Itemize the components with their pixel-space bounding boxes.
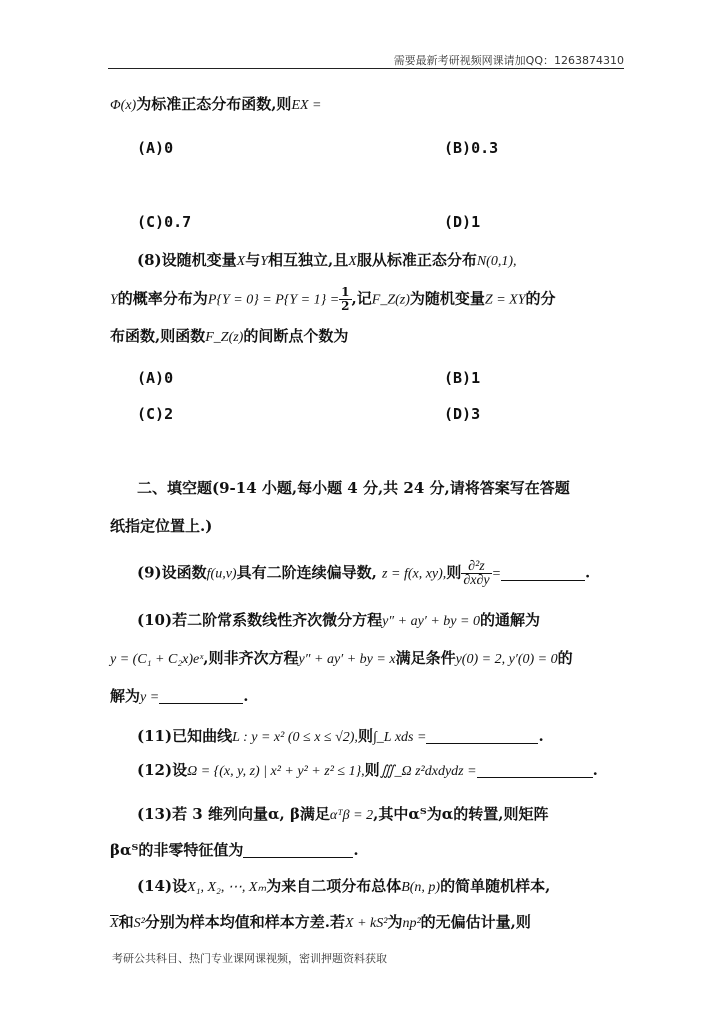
q8-text-i: 布函数,则函数 [110, 327, 206, 345]
q9-answer-blank [501, 566, 585, 581]
q9-end: . [585, 563, 591, 582]
phi-expr: Φ(x) [110, 98, 137, 113]
q13-line1 [137, 802, 624, 828]
eq-sign: = [491, 566, 502, 582]
q10-text-d: 满足条件 [395, 649, 456, 667]
q8-text-g: 为随机变量 [409, 289, 485, 308]
q14-text-b: 为来自二项分布总体 [266, 877, 402, 895]
q7-tail-line [110, 92, 624, 118]
q8-option-c: (C)2 [137, 405, 174, 423]
q12-end: . [592, 761, 598, 779]
q10-end: . [243, 687, 249, 705]
estimator-expr: X + kS² [345, 916, 388, 931]
q13-text-d: 为 [426, 805, 442, 823]
q8-text-f: ,记 [351, 289, 372, 308]
q13-text-b: 满足 [299, 805, 330, 823]
alpha-beta: α, β [267, 805, 300, 823]
q14-line2 [110, 910, 624, 936]
q11-text-b: 则 [357, 727, 373, 745]
sample-variance: S² [133, 916, 145, 931]
var-y: Y [260, 254, 269, 269]
partial-den: ∂x∂y [463, 573, 490, 588]
section-title-line1: 二、填空题(9-14 小题,每小题 4 分,共 24 分,请将答案写在答题 [137, 479, 570, 497]
sample-mean: $\overline{X}$ [110, 916, 119, 931]
alpha: α [441, 805, 454, 823]
q12-answer-blank [477, 763, 593, 778]
q10-ans-prefix: y = [140, 690, 160, 705]
q8-text-j: 的间断点个数为 [243, 327, 349, 345]
q14-text-a: (14)设 [137, 877, 188, 895]
prob-expr: P{Y = 0} = P{Y = 1} = [207, 292, 340, 308]
q11-text-a: (11)已知曲线 [137, 727, 233, 745]
partial-num: ∂²z [461, 560, 491, 574]
q12-text-b: 则 [364, 761, 380, 779]
q14-line1 [137, 874, 624, 900]
q13-text-e: 的转置,则矩阵 [453, 805, 549, 823]
q8-text-d: 服从标准正态分布 [356, 251, 477, 269]
q7-expr: EX = [291, 98, 322, 113]
var-x2: X [348, 254, 357, 269]
q14-text-d: 和 [118, 913, 134, 931]
q13-end: . [353, 841, 359, 859]
homog-eq: y″ + ay′ + by = 0 [382, 614, 480, 629]
section-title-line2: 纸指定位置上.) [110, 517, 213, 535]
var-x: X [236, 254, 246, 269]
q8-text-c: 相互独立,且 [268, 251, 349, 269]
q8-text-a: (8)设随机变量 [137, 251, 237, 269]
f-uv: f(u,v) [206, 566, 237, 582]
z-expr: z = f(x, xy), [382, 566, 447, 582]
q14-text-g: 的无偏估计量,则 [420, 913, 531, 931]
q13-line2 [110, 838, 624, 862]
beta-alpha-t: βαᵀ [110, 841, 139, 859]
footer-watermark: 考研公共科目、热门专业课网课视频，密训押题资料获取 [112, 952, 387, 965]
q14-text-f: 为 [387, 913, 403, 931]
q12-text-a: (12)设 [137, 761, 188, 779]
nonhomog-eq: y″ + ay′ + by = x [298, 652, 396, 667]
q8-text-b: 与 [245, 251, 261, 269]
q7-option-a: (A)0 [137, 139, 174, 157]
q13-text-c: ,其中 [373, 805, 409, 823]
header-watermark: 需要最新考研视频网课请加QQ：1263874310 [393, 54, 624, 67]
q13-text-f: 的非零特征值为 [138, 841, 244, 859]
q10-text-f: 解为 [110, 687, 141, 705]
binomial-expr: B(n, p) [401, 880, 441, 895]
q8-line2 [110, 286, 624, 313]
q8-option-b: (B)1 [444, 369, 481, 387]
q9-text-a: (9)设函数 [137, 563, 207, 582]
frac-num: 1 [341, 285, 350, 299]
sample-vars: X₁, X₂, ⋯, Xₘ [187, 880, 267, 895]
q8-option-a: (A)0 [137, 369, 174, 387]
q8-line3 [110, 324, 624, 350]
q8-line1 [137, 248, 624, 274]
q10-text-e: 的 [557, 649, 573, 667]
q10-line3 [110, 684, 624, 710]
var-y-line2: Y [110, 292, 118, 308]
inner-product-cond: αᵀβ = 2 [329, 808, 374, 823]
frac-den: 2 [341, 299, 350, 313]
q7-text: 为标准正态分布函数,则 [136, 95, 292, 113]
general-solution: y = (C₁ + C₂x)eˣ [110, 652, 204, 667]
q11-line [137, 724, 624, 750]
q8-option-d: (D)3 [444, 405, 481, 423]
curve-expr: L : y = x² (0 ≤ x ≤ √2), [232, 730, 358, 745]
q7-option-c: (C)0.7 [137, 213, 192, 231]
q9-text-c: 则 [446, 563, 462, 582]
q8-text-e: 的概率分布为 [117, 289, 208, 308]
q14-text-e: 分别为样本均值和样本方差.若 [144, 913, 346, 931]
q11-answer-blank [426, 729, 538, 744]
q11-end: . [538, 727, 544, 745]
fz-expr2: F_Z(z) [205, 330, 244, 345]
q10-line1 [137, 608, 624, 634]
initial-cond: y(0) = 2, y′(0) = 0 [455, 652, 558, 667]
np2-expr: np² [402, 916, 421, 931]
q9-line [137, 560, 624, 587]
triple-integral: ∭_Ω z²dxdydz = [379, 764, 477, 779]
q10-line2 [110, 646, 624, 672]
alpha-transpose: αᵀ [408, 805, 427, 823]
q9-text-b: 具有二阶连续偏导数, [236, 563, 377, 582]
half-fraction [339, 286, 351, 313]
q10-text-a: (10)若二阶常系数线性齐次微分方程 [137, 611, 383, 629]
zxy-expr: Z = XY [484, 292, 526, 308]
q8-text-h: 的分 [525, 289, 556, 308]
line-integral: ∫_L xds = [372, 730, 427, 745]
q12-line [137, 758, 624, 784]
q13-answer-blank [243, 843, 353, 858]
q7-option-b: (B)0.3 [444, 139, 499, 157]
fz-expr: F_Z(z) [371, 292, 410, 308]
header-rule [108, 68, 624, 69]
q10-text-c: ,则非齐次方程 [203, 649, 299, 667]
q13-text-a: (13)若 3 维列向量 [137, 805, 268, 823]
q7-option-d: (D)1 [444, 213, 481, 231]
normal-dist: N(0,1), [476, 254, 517, 269]
partial-fraction [461, 560, 491, 587]
q14-text-c: 的简单随机样本, [440, 877, 551, 895]
q10-answer-blank [159, 689, 243, 704]
omega-set: Ω = {(x, y, z) | x² + y² + z² ≤ 1}, [187, 764, 365, 779]
q10-text-b: 的通解为 [479, 611, 540, 629]
